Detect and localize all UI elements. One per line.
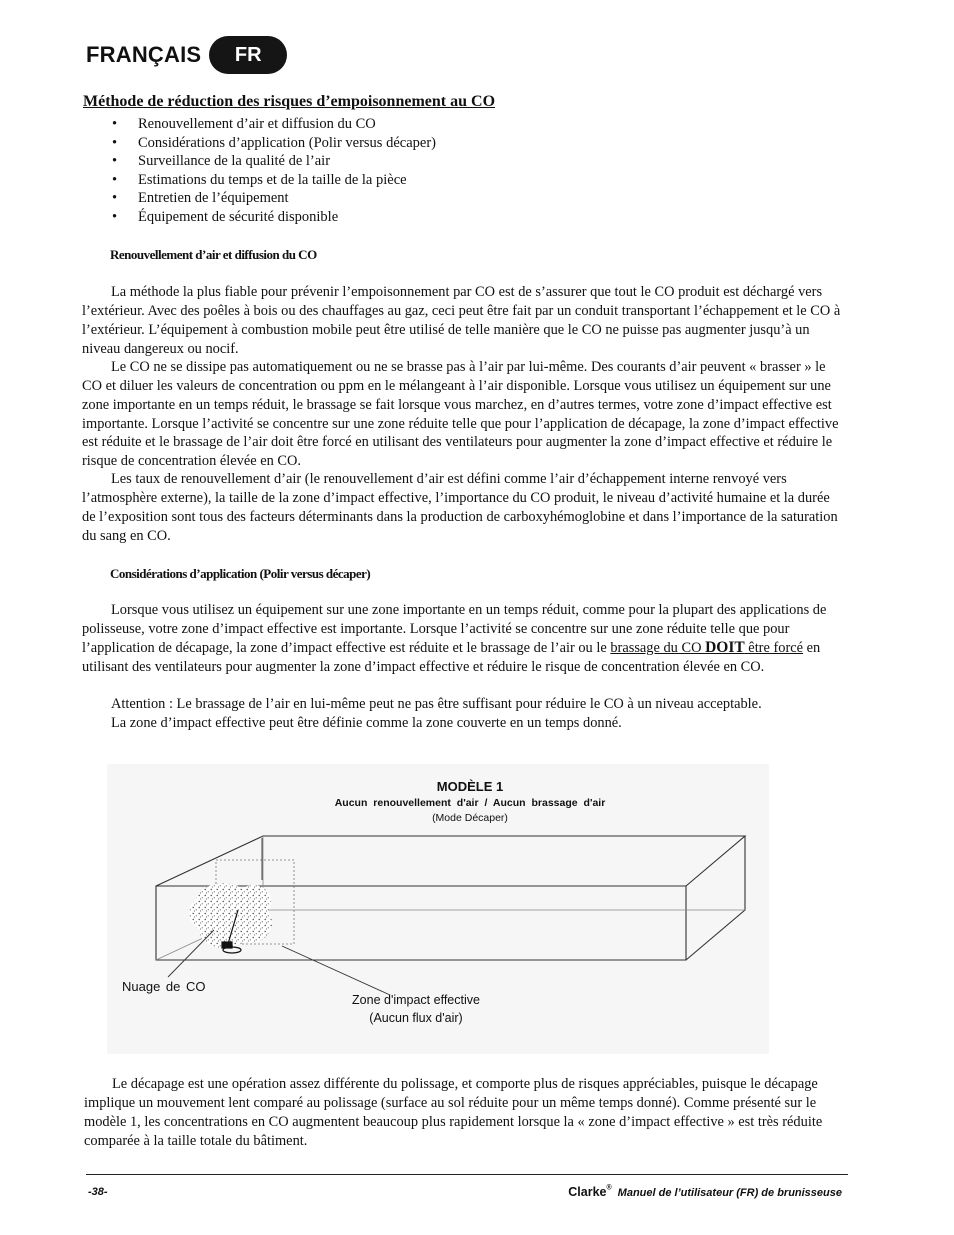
definition-note: La zone d’impact effective peut être définie comme la zone couverte en un temps donné. (111, 715, 622, 731)
underlined-phrase: être forcé (744, 639, 804, 656)
list-item: • Renouvellement d’air et diffusion du CO (110, 115, 436, 134)
list-item: • Surveillance de la qualité de l’air (110, 152, 436, 171)
underlined-phrase: brassage du CO (610, 639, 706, 656)
callout-line-cloud (168, 930, 214, 977)
attention-note: Attention : Le brassage de l’air en lui-même peut ne pas être suffisant pour réduire le CO à un niveau acceptable. (111, 696, 762, 712)
room-top-edge (156, 836, 745, 886)
language-badge: FR (209, 36, 287, 74)
paragraph-text: Lorsque vous utilisez un équipement sur une zone importante en un temps réduit, comme pour la plupart des applications de polisseuse, votre zone d’impact effective est importante. Lorsque l’activité se concentre sur une zone réduite telle que pour l’application de décapage, la zone d’impact effective est réduite et le brassage de l’air ou le (82, 602, 827, 656)
registered-mark: ® (606, 1184, 612, 1192)
emphasis-doit: DOIT (705, 638, 745, 656)
paragraph: La méthode la plus fiable pour prévenir l’empoisonnement par CO est de s’assurer que tout le CO produit est déchargé vers l’extérieur. Avec des poêles à bois ou des chauffages au gaz, ceci peut être fait par un conduit transportant l’échappement et le CO à l’extérieur. L’équipement à combustion mobile peut être utilisé de telle manière que le CO ne puisse pas augmenter jusqu’à un niveau dangereux ou nocif. (82, 284, 841, 357)
manual-title: Manuel de l’utilisateur (FR) de brunisseuse (617, 1187, 842, 1199)
paragraph: Les taux de renouvellement d’air (le renouvellement d’air est défini comme l’air d’échappement interne renvoyé vers l’atmosphère externe), la taille de la zone d’impact effective, l’importance du CO produit, le niveau d’activité humaine et la durée de l’exposition sont tous des facteurs déterminants dans la production de carboxyhémoglobine et dans l’importance de la saturation du sang en CO. (82, 471, 838, 544)
brand-name: Clarke (568, 1185, 607, 1199)
paragraph: Le CO ne se dissipe pas automatiquement ou ne se brasse pas à l’air par lui-même. Des courants d’air peuvent « brasser » le CO et diluer les valeurs de concentration ou ppm en le mélangeant à l’air disponible. Lorsque vous utilisez un équipement sur une zone importante en un temps réduit, le brassage se fait lorsque vous marchez, en d’autres termes, votre zone d’impact effective est importante. Lorsque l’activité se concentre sur une zone réduite telle que pour l’application de décapage, la zone d’impact effective est réduite et le brassage de l’air doit être forcé en utilisant des ventilateurs pour augmenter la zone d’impact effective et réduire le risque de concentration élevée en CO. (82, 359, 839, 470)
page-number: -38- (88, 1186, 108, 1198)
list-item: • Considérations d’application (Polir versus décaper) (110, 134, 436, 153)
language-label: FRANÇAIS (86, 42, 202, 67)
label-co-cloud: Nuage de CO (122, 979, 206, 994)
paragraph: Le décapage est une opération assez différente du polissage, et comporte plus de risques appréciables, puisque le décapage implique un mouvement lent comparé au polissage (surface au sol réduite pour un même temps donné). Comme présenté sur le modèle 1, les concentrations en CO augmentent beaucoup plus rapidement lorsque la « zone d’impact effective » est très réduite comparée à la taille totale du bâtiment. (84, 1076, 823, 1149)
subheading-air-exchange: Renouvellement d’air et diffusion du CO (110, 247, 317, 262)
label-impact-zone: Zone d'impact effective (352, 993, 480, 1007)
figure-mode: (Mode Décaper) (432, 812, 508, 824)
list-item: • Estimations du temps et de la taille de la pièce (110, 171, 436, 190)
figure-subtitle: Aucun renouvellement d'air / Aucun brassage d'air (334, 797, 606, 809)
figure-title: MODÈLE 1 (436, 779, 504, 794)
footer-divider (86, 1174, 848, 1175)
co-cloud (189, 884, 272, 948)
room-side-edge (686, 836, 745, 960)
label-no-airflow: (Aucun flux d'air) (369, 1011, 463, 1025)
subheading-application: Considérations d’application (Polir versus décaper) (110, 566, 371, 581)
callout-line-zone (282, 946, 390, 995)
list-item: • Entretien de l’équipement (110, 189, 436, 208)
list-item: • Équipement de sécurité disponible (110, 208, 436, 227)
footer-title (568, 1183, 842, 1201)
paragraph-text: en utilisant des ventilateurs pour augmenter la zone d’impact effective et réduire le risque de concentration élevée en CO. (82, 639, 821, 675)
section-title: Méthode de réduction des risques d’empoisonnement au CO (83, 93, 496, 110)
